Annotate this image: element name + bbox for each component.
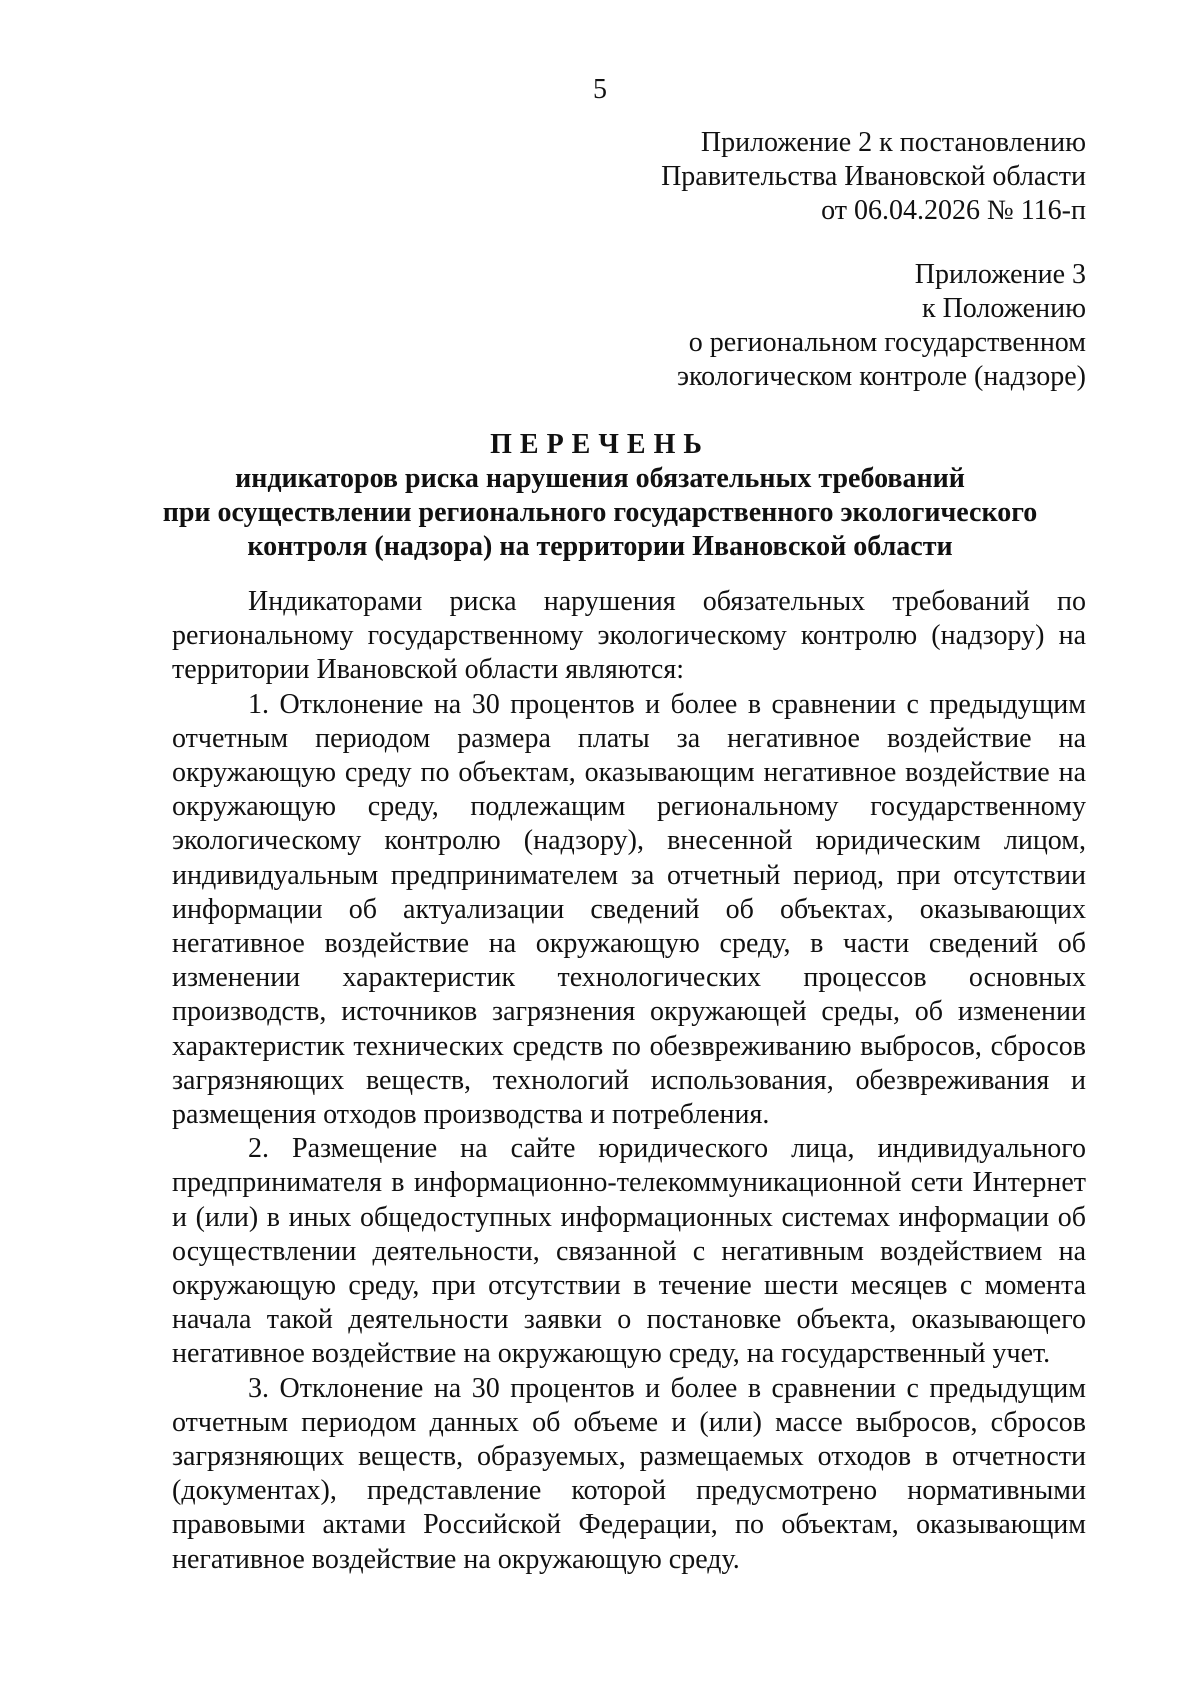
appendix-resolution-line: Приложение 2 к постановлению: [700, 127, 1086, 158]
appendix-regulation-line: экологическом контроле (надзоре): [676, 361, 1086, 392]
appendix-regulation-line: о региональном государственном: [688, 327, 1086, 358]
appendix-regulation-block: [677, 258, 1086, 394]
appendix-regulation-line: к Положению: [921, 293, 1086, 324]
document-body: [172, 585, 1086, 1577]
list-item-3: 3. Отклонение на 30 процентов и более в сравнении с предыдущим отчетным периодом данных об объеме и (или) массе выбросов, сбросов загрязняющих веществ, образуемых, размещаемых отходов в отчетности (документах), представление которой предусмотрено нормативными правовыми актами Российской Федерации, по объектам, оказывающим негативное воздействие на окружающую среду.: [172, 1372, 1086, 1575]
appendix-resolution-date: от 06.04.2026 № 116-п: [821, 195, 1086, 226]
list-item-2: 2. Размещение на сайте юридического лица, индивидуального предпринимателя в информационно-телекоммуникационной сети Интернет и (или) в иных общедоступных информационных системах информации об осуществлении деятельности, связанной с негативным воздействием на окружающую среду, при отсутствии в течение шести месяцев с момента начала такой деятельности заявки о постановке объекта, оказывающего негативное воздействие на окружающую среду, на государственный учет.: [172, 1133, 1086, 1370]
document-heading: [0, 428, 1200, 564]
appendix-resolution-line: Правительства Ивановской области: [661, 161, 1086, 192]
document-subtitle-line: при осуществлении регионального государственного экологического: [162, 497, 1038, 528]
list-item-1: 1. Отклонение на 30 процентов и более в сравнении с предыдущим отчетным периодом размера платы за негативное воздействие на окружающую среду по объектам, оказывающим негативное воздействие на окружающую среду, подлежащим региональному государственному экологическому контролю (надзору), внесенной юридическим лицом, индивидуальным предпринимателем за отчетный период, при отсутствии информации об актуализации сведений об объектах, оказывающих негативное воздействие на окружающую среду, в части сведений об изменении характеристик технологических процессов основных производств, источников загрязнения окружающей среды, об изменении характеристик технических средств по обезвреживанию выбросов, сбросов загрязняющих веществ, технологий использования, обезвреживания и размещения отходов производства и потребления.: [172, 688, 1086, 1131]
page-number: 5: [593, 74, 607, 105]
appendix-regulation-line: Приложение 3: [914, 259, 1086, 290]
document-subtitle-line: контроля (надзора) на территории Ивановской области: [247, 531, 953, 562]
document-title: ПЕРЕЧЕНЬ: [490, 429, 710, 460]
appendix-resolution-block: [661, 126, 1086, 228]
intro-paragraph: Индикаторами риска нарушения обязательных требований по региональному государственному экологическому контролю (надзору) на территории Ивановской области являются:: [172, 586, 1086, 686]
document-subtitle-line: индикаторов риска нарушения обязательных требований: [235, 463, 965, 494]
